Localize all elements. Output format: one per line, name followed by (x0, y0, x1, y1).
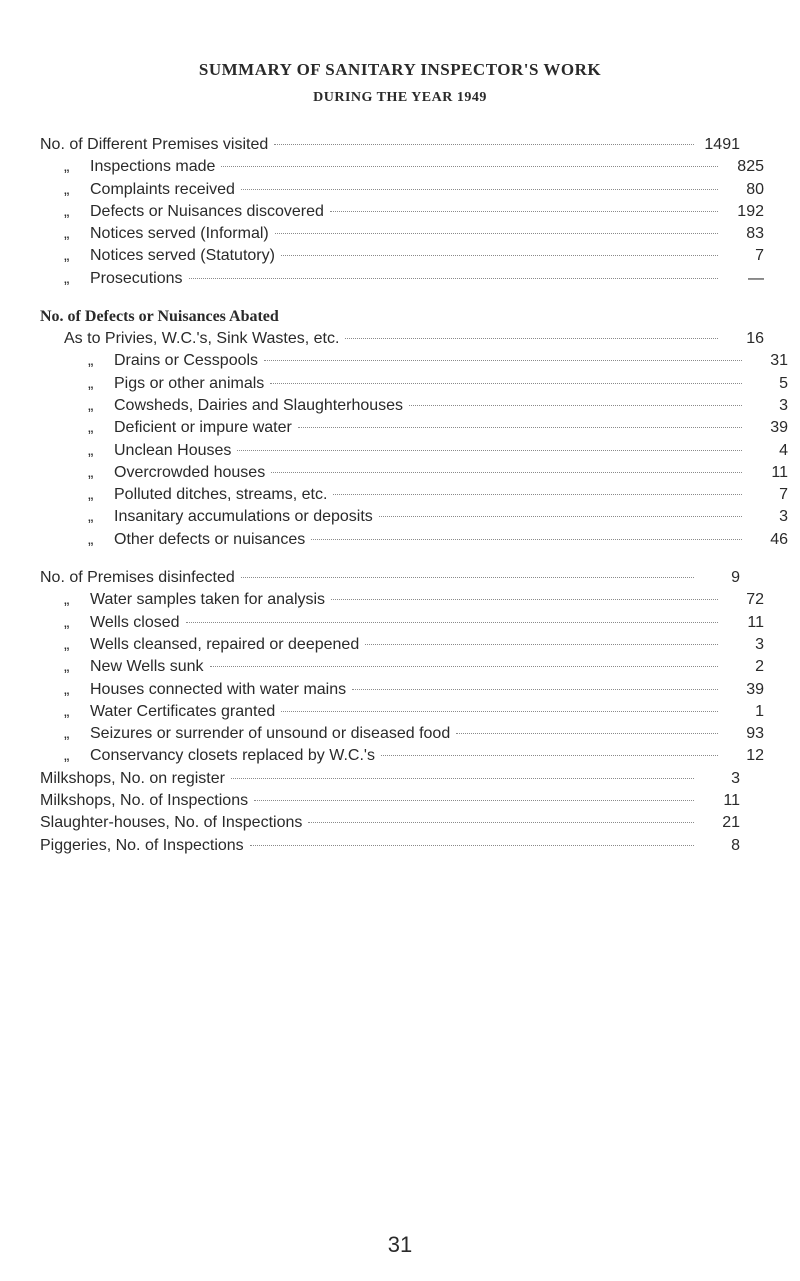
ditto-mark: „ (88, 508, 94, 526)
table-row (0, 589, 764, 611)
row-label (64, 179, 235, 201)
table-row (0, 612, 764, 634)
table-row (0, 634, 764, 656)
row-label (40, 812, 302, 834)
table-row (0, 179, 764, 201)
ditto-mark: „ (64, 180, 70, 198)
row-value: 1 (755, 702, 764, 720)
dot-leader (189, 278, 719, 279)
ditto-mark: „ (88, 419, 94, 437)
row-label-text: Polluted ditches, streams, etc. (114, 486, 328, 504)
ditto-mark: „ (64, 225, 70, 243)
row-value: 83 (746, 225, 764, 243)
dot-leader (254, 800, 694, 801)
row-label-text: Unclean Houses (114, 441, 232, 459)
row-label-text: Water Certificates granted (90, 702, 276, 720)
page-subtitle: DURING THE YEAR 1949 (313, 90, 487, 105)
ditto-mark: „ (64, 158, 70, 176)
dot-leader (275, 233, 718, 234)
ditto-mark: „ (88, 486, 94, 504)
row-value: 21 (722, 814, 740, 832)
row-value: 11 (723, 792, 740, 810)
row-label (64, 589, 325, 611)
row-label-text: Complaints received (90, 180, 235, 198)
ditto-mark: „ (64, 635, 70, 653)
dot-leader (365, 644, 718, 645)
dot-leader (333, 494, 742, 495)
dot-leader (311, 539, 742, 540)
row-value: 5 (779, 374, 788, 392)
table-row (0, 723, 764, 745)
row-label-text: Other defects or nuisances (114, 530, 306, 548)
row-value: 39 (746, 680, 764, 698)
table-row (0, 201, 764, 223)
row-label-text: Pigs or other animals (114, 374, 265, 392)
ditto-mark: „ (88, 396, 94, 414)
row-value: 46 (770, 530, 788, 548)
row-value: — (748, 269, 764, 287)
row-value: 3 (779, 508, 788, 526)
ditto-mark: „ (64, 247, 70, 265)
table-row (0, 440, 788, 462)
row-label-text: Notices served (Informal) (90, 225, 269, 243)
dot-leader (308, 822, 694, 823)
row-value: 93 (746, 725, 764, 743)
row-label-text: Milkshops, No. of Inspections (40, 792, 249, 810)
row-label (88, 417, 292, 439)
row-label (88, 506, 373, 528)
table-row (0, 835, 740, 857)
ditto-mark: „ (64, 658, 70, 676)
table-row (0, 506, 788, 528)
ditto-mark: „ (64, 747, 70, 765)
section-heading: No. of Defects or Nuisances Abated (40, 308, 279, 326)
row-value: 3 (731, 769, 740, 787)
table-row (0, 156, 764, 178)
table-section (0, 567, 800, 857)
row-value: 11 (747, 613, 764, 631)
row-label-text: Slaughter-houses, No. of Inspections (40, 814, 303, 832)
row-value: 39 (770, 419, 788, 437)
row-label-text: Notices served (Statutory) (90, 247, 275, 265)
table-section (0, 306, 800, 551)
ditto-mark: „ (64, 591, 70, 609)
row-value: 16 (746, 330, 764, 348)
dot-leader (409, 405, 742, 406)
row-value: 3 (779, 396, 788, 414)
row-label-text: Piggeries, No. of Inspections (40, 836, 244, 854)
row-value: 7 (755, 247, 764, 265)
row-label-text: Wells closed (90, 613, 180, 631)
row-label-text: As to Privies, W.C.'s, Sink Wastes, etc. (64, 330, 340, 348)
row-label (88, 440, 231, 462)
row-value: 2 (755, 658, 764, 676)
ditto-mark: „ (88, 441, 94, 459)
dot-leader (281, 711, 718, 712)
table-row (0, 268, 764, 290)
ditto-mark: „ (64, 725, 70, 743)
table-row (0, 245, 764, 267)
table-row (0, 701, 764, 723)
ditto-mark: „ (64, 613, 70, 631)
dot-leader (271, 472, 742, 473)
row-value: 9 (731, 569, 740, 587)
row-label (88, 484, 327, 506)
row-label-text: Water samples taken for analysis (90, 591, 326, 609)
row-label (88, 373, 264, 395)
table-row (0, 812, 740, 834)
dot-leader (241, 189, 718, 190)
ditto-mark: „ (64, 202, 70, 220)
table-row (0, 223, 764, 245)
dot-leader (381, 755, 718, 756)
row-label (88, 462, 265, 484)
row-value: 31 (770, 352, 788, 370)
dot-leader (330, 211, 718, 212)
row-label-text: No. of Premises disinfected (40, 569, 235, 587)
table-row (0, 745, 764, 767)
row-label-text: Prosecutions (90, 269, 183, 287)
dot-leader (186, 622, 718, 623)
row-value: 3 (755, 635, 764, 653)
dot-leader (221, 166, 718, 167)
row-value: 8 (731, 836, 740, 854)
row-label (88, 350, 258, 372)
ditto-mark: „ (88, 463, 94, 481)
table-row (0, 350, 788, 372)
row-label-text: Overcrowded houses (114, 463, 266, 481)
row-value: 80 (746, 180, 764, 198)
table-row (0, 462, 788, 484)
row-label (64, 201, 324, 223)
table-row (0, 484, 788, 506)
row-label (40, 835, 244, 857)
table-row (0, 328, 764, 350)
row-value: 825 (737, 158, 764, 176)
row-label (40, 790, 248, 812)
row-value: 12 (746, 747, 764, 765)
table-row (0, 417, 788, 439)
dot-leader (250, 845, 694, 846)
table-row (0, 134, 740, 156)
row-label (40, 134, 268, 156)
row-label (64, 634, 359, 656)
row-label (64, 612, 180, 634)
row-label-text: Inspections made (90, 158, 216, 176)
row-label (64, 656, 204, 678)
table-section (0, 134, 800, 290)
row-label (40, 768, 225, 790)
row-label (64, 268, 183, 290)
row-label (64, 723, 450, 745)
table-row (0, 529, 788, 551)
row-label (64, 701, 275, 723)
row-label-text: Insanitary accumulations or deposits (114, 508, 373, 526)
table-row (0, 656, 764, 678)
row-label-text: Wells cleansed, repaired or deepened (90, 635, 360, 653)
row-label-text: Houses connected with water mains (90, 680, 347, 698)
summary-table (0, 134, 800, 873)
row-label-text: Deficient or impure water (114, 419, 292, 437)
row-value: 11 (771, 463, 788, 481)
row-label (64, 679, 346, 701)
row-label (88, 395, 403, 417)
table-row (0, 373, 788, 395)
row-label (64, 328, 339, 350)
row-label (64, 223, 269, 245)
ditto-mark: „ (88, 530, 94, 548)
row-value: 4 (779, 441, 788, 459)
row-label (64, 156, 215, 178)
dot-leader (331, 599, 718, 600)
ditto-mark: „ (64, 702, 70, 720)
ditto-mark: „ (64, 269, 70, 287)
dot-leader (456, 733, 718, 734)
dot-leader (281, 255, 718, 256)
row-label-text: Defects or Nuisances discovered (90, 202, 324, 220)
dot-leader (298, 427, 742, 428)
dot-leader (270, 383, 742, 384)
ditto-mark: „ (88, 374, 94, 392)
table-row (0, 768, 740, 790)
row-value: 192 (737, 202, 764, 220)
row-label-text: No. of Different Premises visited (40, 136, 269, 153)
row-label (88, 529, 305, 551)
dot-leader (241, 577, 694, 578)
dot-leader (237, 450, 742, 451)
row-label-text: Seizures or surrender of unsound or diseased food (90, 725, 451, 743)
dot-leader (210, 666, 718, 667)
dot-leader (264, 360, 742, 361)
row-label-text: Drains or Cesspools (114, 352, 259, 370)
row-label-text: New Wells sunk (90, 658, 204, 676)
table-row (0, 567, 740, 589)
dot-leader (352, 689, 718, 690)
page-number: 31 (387, 1232, 413, 1257)
row-label (64, 745, 375, 767)
row-label (40, 567, 235, 589)
dot-leader (274, 144, 694, 145)
dot-leader (345, 338, 718, 339)
row-label (64, 245, 275, 267)
row-value: 7 (779, 486, 788, 504)
ditto-mark: „ (88, 352, 94, 370)
row-label-text: Milkshops, No. on register (40, 769, 225, 787)
row-label-text: Cowsheds, Dairies and Slaughterhouses (114, 396, 404, 414)
table-row (0, 395, 788, 417)
dot-leader (231, 778, 694, 779)
row-label-text: Conservancy closets replaced by W.C.'s (90, 747, 375, 765)
row-value: 1491 (704, 136, 740, 153)
table-row (0, 790, 740, 812)
dot-leader (379, 516, 742, 517)
row-value: 72 (746, 591, 764, 609)
table-row (0, 679, 764, 701)
ditto-mark: „ (64, 680, 70, 698)
page-title: SUMMARY OF SANITARY INSPECTOR'S WORK (198, 60, 602, 79)
